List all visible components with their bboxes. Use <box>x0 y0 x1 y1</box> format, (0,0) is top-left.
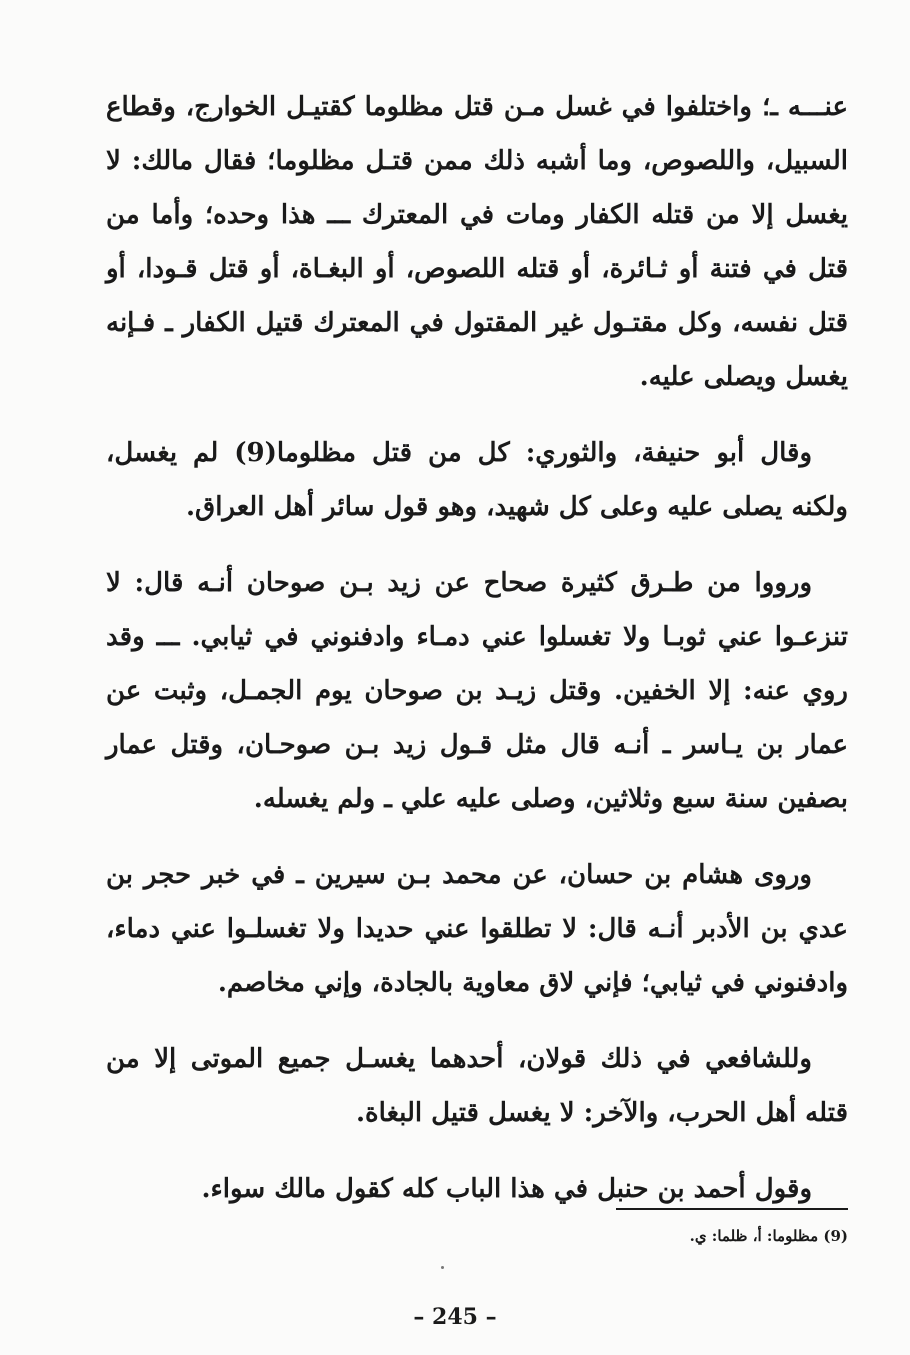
footnote: (9) مظلوما: أ، ظلما: ي. <box>689 1227 848 1245</box>
paragraph-2: وقال أبو حنيفة، والثوري: كل من قتل مظلوما(9) لم يغسل، ولكنه يصلى عليه وعلى كل شهيد، وهو قول سائر أهل العراق. <box>106 438 848 522</box>
paragraph-4: وروى هشام بن حسان، عن محمد بـن سيرين ـ في خبر حجر بن عدي بن الأدبر أنـه قال: لا تطلقوا عني حديدا ولا تغسلـوا عني دماء، وادفنوني في ثيابي؛ فإني لاق معاوية بالجادة، وإني مخاصم. <box>106 860 848 998</box>
paragraph-1: عنـــه ـ؛ واختلفوا في غسل مـن قتل مظلوما كقتيـل الخوارج، وقطاع السبيل، واللصوص، وما أشبه ذلك ممن قتـل مظلوما؛ فقال مالك: لا يغسل إلا من قتله الكفار ومات في المعترك ـــ هذا وحده؛ وأما من قتل في فتنة أو ثـائرة، أو قتله اللصوص، أو البغـاة، أو قتل قـودا، أو قتل نفسه، وكل مقتـول غير المقتول في المعترك قتيل الكفار ـ فـإنه يغسل ويصلى عليه. <box>106 92 848 392</box>
footnote-divider <box>616 1208 848 1210</box>
main-text <box>106 80 848 1238</box>
page-number: – 245 – <box>413 1304 497 1330</box>
paragraph-6: وقول أحمد بن حنبل في هذا الباب كله كقول مالك سواء. <box>201 1174 812 1204</box>
paragraph-3: ورووا من طـرق كثيرة صحاح عن زيد بـن صوحان أنـه قال: لا تنزعـوا عني ثوبـا ولا تغسلوا عني دمـاء وادفنوني في ثيابي. ـــ وقد روي عنه: إلا الخفين. وقتل زيـد بن صوحان يوم الجمـل، وثبت عن عمار بن يـاسر ـ أنـه قال مثل قـول زيد بـن صوحـان، وقتل عمار بصفين سنة سبع وثلاثين، وصلى عليه علي ـ ولم يغسله. <box>106 568 848 814</box>
page-speck <box>441 1266 444 1269</box>
paragraph-5: وللشافعي في ذلك قولان، أحدهما يغسـل جميع الموتى إلا من قتله أهل الحرب، والآخر: لا يغسل قتيل البغاة. <box>106 1044 848 1128</box>
